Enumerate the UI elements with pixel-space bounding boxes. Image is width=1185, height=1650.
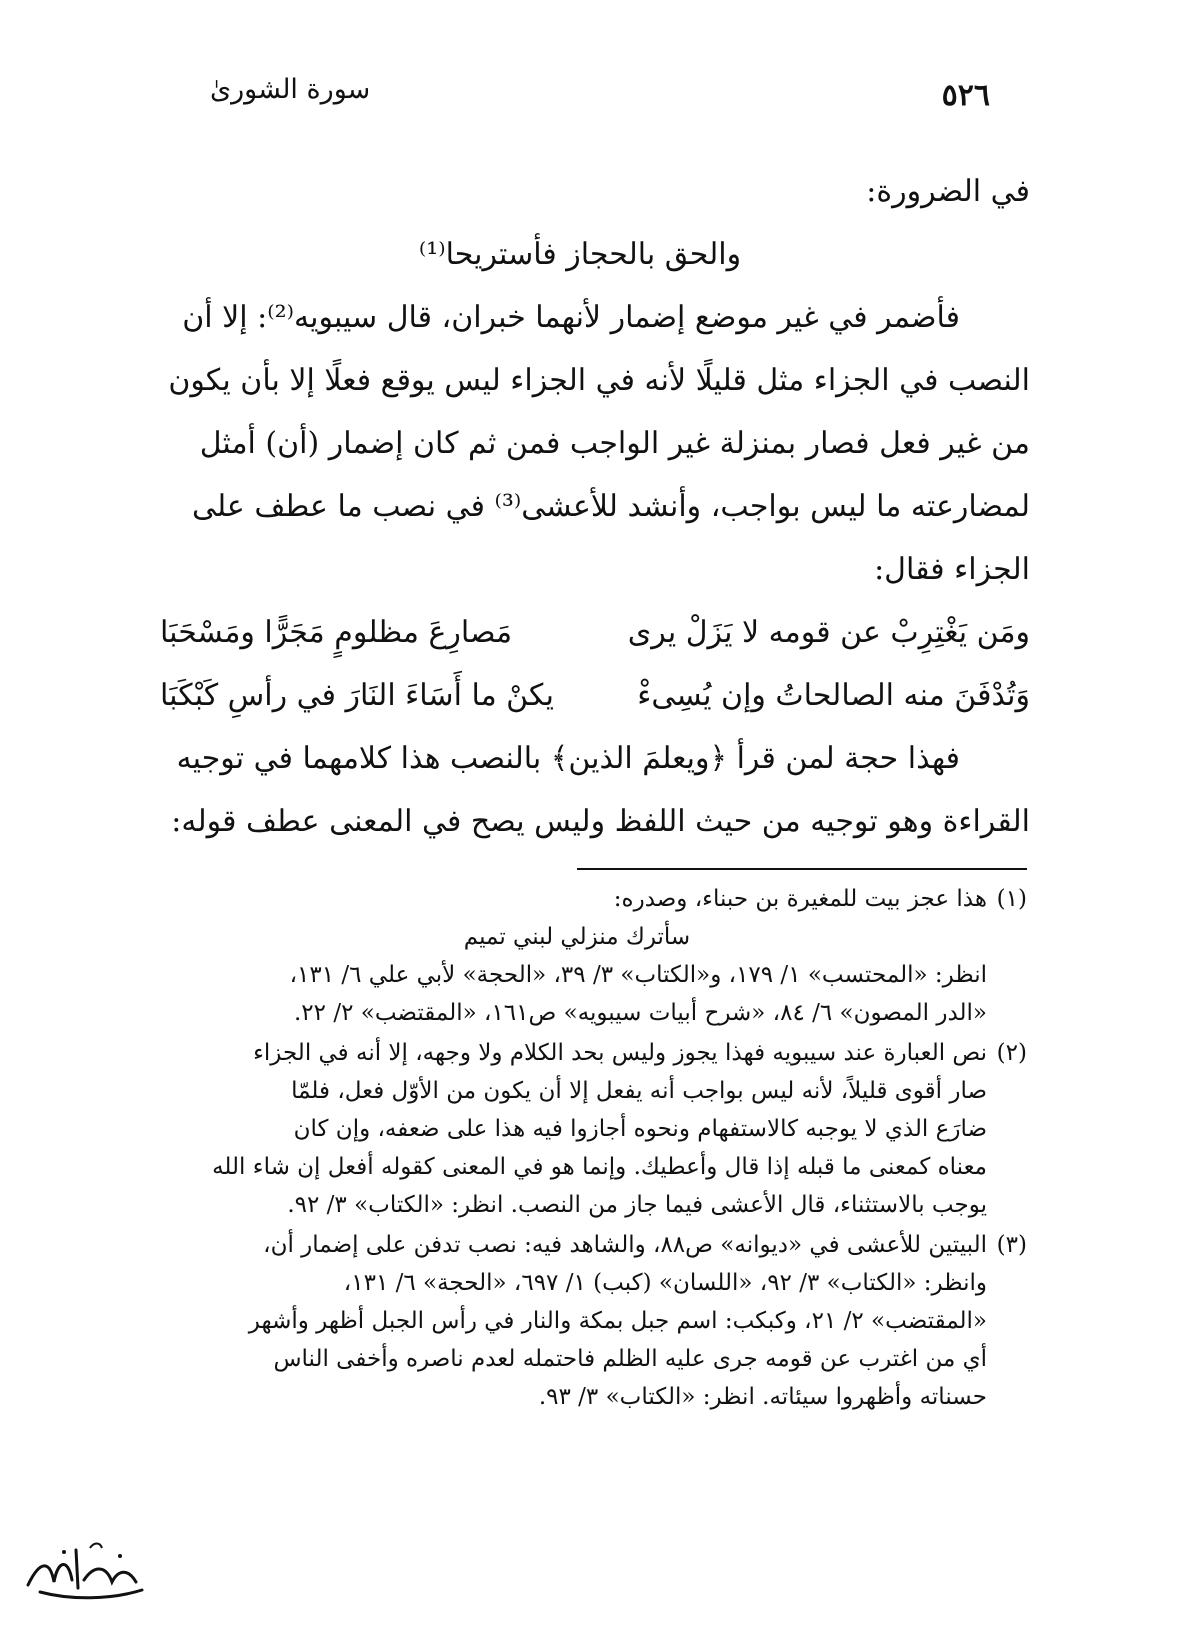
verse-second-hemistich: مَصارِعَ مظلومٍ مَجَرًّا ومَسْحَبَا xyxy=(160,615,513,650)
text-line: فأضمر في غير موضع إضمار لأنهما خبران، قال سيبويه⁽²⁾: إلا أن xyxy=(182,300,960,335)
footnote-number: (٣) xyxy=(996,1232,1027,1258)
text-line: القراءة وهو توجيه من حيث اللفظ وليس يصح في المعنى عطف قوله: xyxy=(171,804,1030,839)
footnote-line: صار أقوى قليلاً، لأنه ليس بواجب أنه يفعل إلا أن يكون من الأوّل فعل، فلمّا xyxy=(291,1078,987,1104)
footnote-line: ضارَع الذي لا يوجبه كالاستفهام ونحوه أجازوا فيه هذا على ضعفه، وإن كان xyxy=(293,1116,987,1142)
footnote-number: (٢) xyxy=(996,1040,1027,1066)
footnote xyxy=(167,1034,1027,1224)
footnote xyxy=(167,880,1027,1032)
footnote-line: معناه كمعنى ما قبله إذا قال وأعطيك. وإنما هو في المعنى كقوله أفعل إن شاء الله xyxy=(212,1154,987,1180)
footnotes-section xyxy=(167,880,1027,1418)
page-number: ٥٢٦ xyxy=(941,78,990,113)
footnote xyxy=(167,1226,1027,1416)
text-line: في الضرورة: xyxy=(866,174,1030,209)
surah-title: سورة الشورىٰ xyxy=(210,74,371,105)
footnote-line: «المقتضب» ٢/ ٢١، وكبكب: اسم جبل بمكة والنار في رأس الجبل أظهر وأشهر xyxy=(248,1308,987,1334)
footnote-line: أي من اغترب عن قومه جرى عليه الظلم فاحتمله لعدم ناصره وأخفى الناس xyxy=(273,1346,987,1372)
verse-first-hemistich: وَتُدْفَنَ منه الصالحاتُ وإن يُسِىءْ xyxy=(637,678,1030,713)
poetry-verse xyxy=(160,664,1030,727)
footnote-line: حسناته وأظهروا سيئاته. انظر: «الكتاب» ٣/ ٩٣. xyxy=(538,1384,987,1410)
verse-first-hemistich: ومَن يَغْتِرِبْ عن قومه لا يَزَلْ يرى xyxy=(627,615,1030,650)
text-line: لمضارعته ما ليس بواجب، وأنشد للأعشى⁽³⁾ في نصب ما عطف على xyxy=(192,489,1030,524)
footnote-line: البيتين للأعشى في «ديوانه» ص٨٨، والشاهد فيه: نصب تدفن على إضمار أن، xyxy=(263,1232,987,1258)
footnote-line: هذا عجز بيت للمغيرة بن حبناء، وصدره: xyxy=(613,886,987,912)
footnote-line: «الدر المصون» ٦/ ٨٤، «شرح أبيات سيبويه» ص١٦١، «المقتضب» ٢/ ٢٢. xyxy=(293,1000,987,1026)
verse-half-line: والحق بالحجاز فأستريحا⁽¹⁾ xyxy=(418,237,742,272)
main-text xyxy=(160,160,1030,853)
footnote-number: (١) xyxy=(996,886,1027,912)
text-line: فهذا حجة لمن قرأ ﴿ويعلمَ الذين﴾ بالنصب هذا كلامهما في توجيه xyxy=(176,741,960,776)
calligraphy-logo xyxy=(20,1530,150,1610)
verse-second-hemistich: يكنْ ما أَسَاءَ النَارَ في رأسِ كَبْكَبَا xyxy=(160,678,554,713)
poetry-verse xyxy=(160,601,1030,664)
text-line: النصب في الجزاء مثل قليلًا لأنه في الجزاء ليس يوقع فعلًا إلا بأن يكون xyxy=(168,363,1030,398)
footnote-verse: سأترك منزلي لبني تميم xyxy=(463,924,691,950)
page-header xyxy=(210,70,1000,120)
text-line: من غير فعل فصار بمنزلة غير الواجب فمن ثم كان إضمار (أن) أمثل xyxy=(199,426,1030,461)
footnote-divider xyxy=(577,868,1027,870)
footnote-line: انظر: «المحتسب» ١/ ١٧٩، و«الكتاب» ٣/ ٣٩، «الحجة» لأبي علي ٦/ ١٣١، xyxy=(289,962,987,988)
calligraphy-logo-icon xyxy=(20,1530,150,1610)
footnote-line: وانظر: «الكتاب» ٣/ ٩٢، «اللسان» (كبب) ١/ ٦٩٧، «الحجة» ٦/ ١٣١، xyxy=(343,1270,987,1296)
text-line: الجزاء فقال: xyxy=(874,552,1030,587)
footnote-line: نص العبارة عند سيبويه فهذا يجوز وليس بحد الكلام ولا وجهه، إلا أنه في الجزاء xyxy=(253,1040,987,1066)
footnote-line: يوجب بالاستثناء، قال الأعشى فيما جاز من النصب. انظر: «الكتاب» ٣/ ٩٢. xyxy=(287,1192,987,1218)
